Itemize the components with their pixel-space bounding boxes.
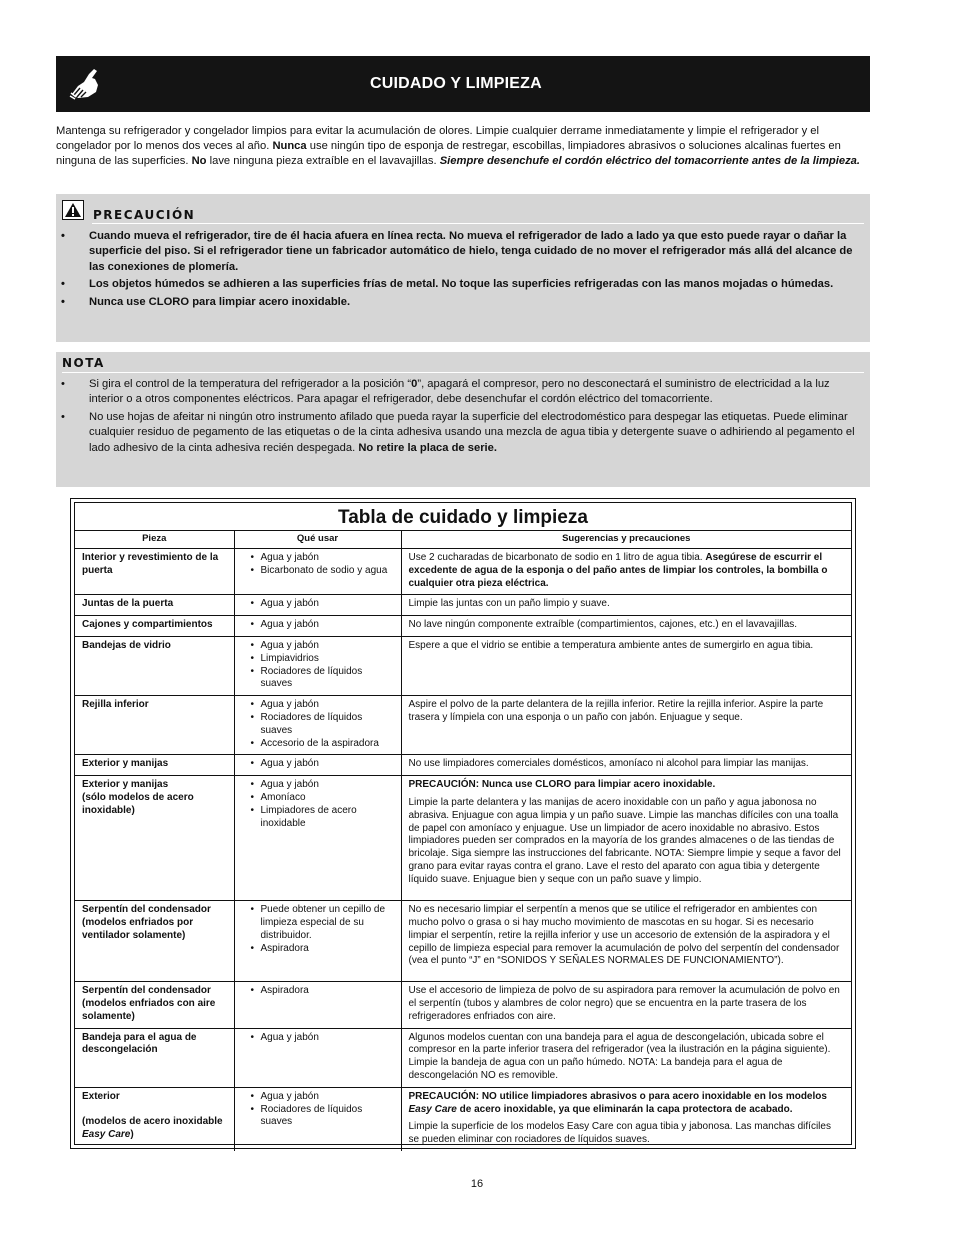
table-row [75, 982, 851, 1028]
note-label: NOTA [62, 356, 105, 370]
column-header: Qué usar [234, 531, 401, 549]
table-row [75, 901, 851, 982]
table-cell: Exterior y manijas [75, 755, 234, 776]
table-cell: • Aspiradora [234, 982, 401, 1028]
list-item: • Cuando mueva el refrigerador, tire de él hacia afuera en línea recta. No mueva el refrigerador de lado a lado ya que esto puede rayar o dañar la superficie del piso. Si el refrigerador tiene un fabricador automático de hielo, tenga cuidado de no mover el refrigerador más allá del alcance de las conexiones de plomería. [61, 230, 853, 273]
table-title: Tabla de cuidado y limpieza [75, 503, 851, 531]
table-row [75, 1028, 851, 1087]
table-cell: • Agua y jabón • Limpiavidrios • Rociadores de líquidos suaves [234, 636, 401, 695]
table-cell: • Agua y jabón • Amoníaco • Limpiadores de acero inoxidable [234, 776, 401, 901]
note-box [56, 352, 870, 487]
table-cell: PRECAUCIÓN: Nunca use CLORO para limpiar acero inoxidable. Limpie la parte delantera y las manijas de acero inoxidable con un paño y agua jabonosa no abrasiva. Enjuague con agua limpia y un paño suave. Limpie las manchas difíciles con una toalla de papel con amoníaco y enjuague. Use un limpiador de acero inoxidable no abrasivo. Estos limpiadores pueden ser comprados en la mayoría de los grandes almacenes o de las tiendas de bricolaje. Siga siempre las instrucciones del fabricante. NOTA: Siempre limpie y seque a favor del grano para evitar rayas contra el grano. Lave el resto del aparato con agua tibia y detergente líquido suave. Enjuague bien y seque con un paño suave y limpio. [401, 776, 851, 901]
table-cell: Rejilla inferior [75, 696, 234, 755]
table-cell: PRECAUCIÓN: NO utilice limpiadores abrasivos o para acero inoxidable en los modelos Easy Care de acero inoxidable, ya que eliminarán la capa protectora de acabado. Limpie la superficie de los modelos Easy Care con agua tibia y jabonosa. Las manchas difíciles se pueden eliminar con rociadores de líquidos suaves. [401, 1087, 851, 1151]
table-cell: • Agua y jabón • Bicarbonato de sodio y agua [234, 549, 401, 595]
table-row [75, 776, 851, 901]
table-cell: Bandejas de vidrio [75, 636, 234, 695]
cleaning-hand-icon [68, 66, 104, 102]
section-title: CUIDADO Y LIMPIEZA [370, 75, 542, 92]
list-item: • No use hojas de afeitar ni ningún otro instrumento afilado que pueda rayar la superficie del electrodoméstico para despegar las etiquetas. Puede eliminar cualquier residuo de pegamento de las etiquetas o de la cinta adhesiva usando una mezcla de agua tibia y detergente suave o adhiriendo al pegamento el lado adhesivo de la cinta adhesiva recién despegada. No retire la placa de serie. [61, 410, 855, 454]
column-header: Pieza [75, 531, 234, 549]
list-item: • Los objetos húmedos se adhieren a las superficies frías de metal. No toque las superficies refrigeradas con las manos mojadas o húmedas. [61, 278, 834, 291]
table-cell: • Puede obtener un cepillo de limpieza especial de su distribuidor. • Aspiradora [234, 901, 401, 982]
table-cell: • Agua y jabón [234, 755, 401, 776]
intro-paragraph: Mantenga su refrigerador y congelador limpios para evitar la acumulación de olores. Limpie cualquier derrame inmediatamente y limpie el refrigerador y el congelador por lo menos dos veces al año. Nunca use ningún tipo de esponja de restregar, escobillas, limpiadores abrasivos o soluciones alcalinas fuertes en ninguna de las superficies. No lave ninguna pieza extraíble en el lavavajillas. Siempre desenchufe el cordón eléctrico del tomacorriente antes de la limpieza. [56, 125, 861, 168]
table-row [75, 616, 851, 637]
table-cell: Serpentín del condensador (modelos enfriados por ventilador solamente) [75, 901, 234, 982]
table-row [75, 755, 851, 776]
table-cell: Cajones y compartimientos [75, 616, 234, 637]
table-cell: • Agua y jabón [234, 616, 401, 637]
caution-box [56, 194, 870, 342]
table-cell: Interior y revestimiento de la puerta [82, 552, 219, 576]
warning-icon [62, 200, 84, 220]
page-number: 16 [470, 1178, 484, 1190]
table-cell: • Agua y jabón • Rociadores de líquidos suaves [234, 1087, 401, 1151]
table-cell: Exterior (modelos de acero inoxidable Easy Care) [75, 1087, 234, 1151]
table-row [75, 1087, 851, 1151]
table-cell: No use limpiadores comerciales domésticos, amoníaco ni alcohol para limpiar las manijas. [401, 755, 851, 776]
list-item: • Nunca use CLORO para limpiar acero inoxidable. [61, 295, 351, 308]
table-cell: Bandeja para el agua de descongelación [75, 1028, 234, 1087]
table-cell: Serpentín del condensador (modelos enfriados con aire solamente) [75, 982, 234, 1028]
table-cell: Use el accesorio de limpieza de polvo de su aspiradora para remover la acumulación de polvo en el serpentín (tubos y alambres de color negro) que se encuentra en la parte trasera de los refrigeradores enfriados con aire. [401, 982, 851, 1028]
table-cell: Use 2 cucharadas de bicarbonato de sodio en 1 litro de agua tibia. Asegúrese de escurrir el excedente de agua de la esponja o del paño antes de limpiar los controles, la bombilla o cualquier otra pieza eléctrica. [401, 549, 851, 595]
caution-label: PRECAUCIÓN [93, 208, 196, 222]
table-cell: No lave ningún componente extraíble (compartimientos, cajones, etc.) en el lavavajillas. [401, 616, 851, 637]
table-row [75, 636, 851, 695]
table-row [75, 696, 851, 755]
table-cell: Algunos modelos cuentan con una bandeja para el agua de descongelación, ubicada sobre el compresor en la parte inferior trasera del refrigerador (vea la ilustración en la página siguiente). Limpie la bandeja de agua con un paño húmedo. NOTA: La bandeja para el agua de descongelación NO es removible. [401, 1028, 851, 1087]
list-item: • Si gira el control de la temperatura del refrigerador a la posición “0”, apagará el compresor, pero no desconectará el suministro de electricidad a la luz interior o a otros componentes eléctricos. Para apagar el refrigerador, debe desenchufar el cordón eléctrico del tomacorriente. [61, 378, 830, 406]
table-row [75, 549, 851, 595]
table-cell: Aspire el polvo de la parte delantera de la rejilla inferior. Retire la rejilla inferior. Aspire la parte trasera y límpiela con una esponja o un paño con jabón. Enjuague y seque. [401, 696, 851, 755]
table-cell: • Agua y jabón [234, 1028, 401, 1087]
divider [62, 372, 864, 373]
column-header: Sugerencias y precauciones [401, 531, 851, 549]
table-row [75, 595, 851, 616]
divider [92, 223, 864, 224]
table-cell: Espere a que el vidrio se entibie a temperatura ambiente antes de sumergirlo en agua tibia. [401, 636, 851, 695]
table-cell: Limpie las juntas con un paño limpio y suave. [401, 595, 851, 616]
caution-list [56, 229, 864, 312]
table-cell: • Agua y jabón [234, 595, 401, 616]
table-cell: Juntas de la puerta [75, 595, 234, 616]
table-cell: Exterior y manijas (sólo modelos de acero inoxidable) [75, 776, 234, 901]
table-cell: • Agua y jabón • Rociadores de líquidos suaves • Accesorio de la aspiradora [234, 696, 401, 755]
care-table [70, 498, 856, 1149]
table-cell: No es necesario limpiar el serpentín a menos que se utilice el refrigerador en ambientes con mucho polvo o grasa o si hay mucho movimiento de mascotas en su hogar. Si es necesario limpiar el serpentín, retire la rejilla inferior y use un accesorio de extensión de la aspiradora y el cepillo de limpieza especial para remover la acumulación de polvo del serpentín del condensador (vea el punto “J” en “SONIDOS Y SEÑALES NORMALES DE FUNCIONAMIENTO”). [401, 901, 851, 982]
note-list [56, 377, 864, 458]
section-header [56, 56, 870, 112]
